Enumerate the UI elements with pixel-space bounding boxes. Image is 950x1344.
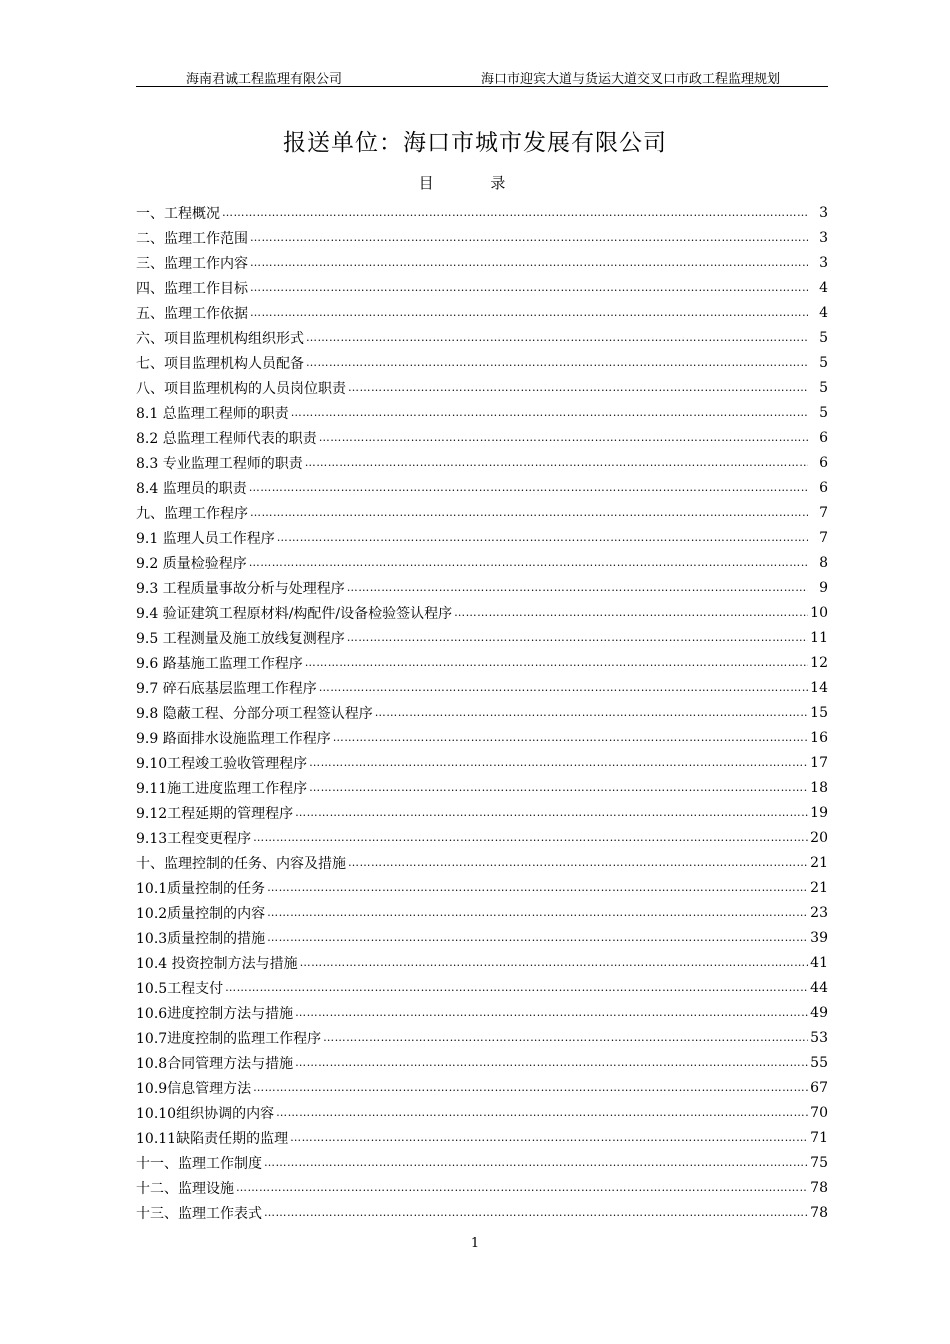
toc-entry-title: 9.12工程延期的管理程序 [136, 805, 294, 822]
toc-entry[interactable] [136, 375, 828, 400]
toc-leader-dots [249, 556, 808, 569]
toc-entry[interactable] [136, 1050, 828, 1075]
toc-entry-page: 3 [819, 229, 828, 246]
toc-entry-page: 8 [819, 554, 828, 571]
toc-entry-title: 10.4 投资控制方法与措施 [136, 955, 298, 972]
toc-entry-title: 八、项目监理机构的人员岗位职责 [136, 380, 346, 397]
toc-leader-dots [264, 1156, 808, 1169]
toc-leader-dots [250, 256, 808, 269]
toc-leader-dots [264, 1206, 808, 1219]
toc-leader-dots [348, 856, 808, 869]
toc-entry-page: 78 [810, 1204, 828, 1221]
toc-entry-page: 23 [810, 904, 828, 921]
toc-leader-dots [300, 956, 808, 969]
toc-entry-title: 10.5工程支付 [136, 980, 224, 997]
toc-entry-title: 七、项目监理机构人员配备 [136, 355, 304, 372]
toc-entry[interactable] [136, 1150, 828, 1175]
toc-entry-page: 5 [819, 354, 828, 371]
toc-entry-page: 39 [810, 929, 828, 946]
toc-entry-page: 12 [810, 654, 828, 671]
toc-entry[interactable] [136, 800, 828, 825]
toc-entry[interactable] [136, 225, 828, 250]
toc-leader-dots [454, 606, 808, 619]
toc-entry-title: 10.9信息管理方法 [136, 1080, 252, 1097]
toc-entry-page: 44 [810, 979, 828, 996]
toc-entry[interactable] [136, 1125, 828, 1150]
toc-leader-dots [267, 931, 808, 944]
toc-leader-dots [323, 1031, 808, 1044]
table-of-contents [136, 200, 828, 1225]
toc-entry[interactable] [136, 600, 828, 625]
toc-entry-title: 四、监理工作目标 [136, 280, 248, 297]
toc-entry[interactable] [136, 1000, 828, 1025]
toc-entry[interactable] [136, 850, 828, 875]
toc-entry-title: 十一、监理工作制度 [136, 1155, 262, 1172]
toc-leader-dots [267, 881, 808, 894]
toc-entry[interactable] [136, 200, 828, 225]
toc-leader-dots [295, 1006, 808, 1019]
toc-entry[interactable] [136, 900, 828, 925]
toc-entry-title: 10.7进度控制的监理工作程序 [136, 1030, 322, 1047]
toc-entry-page: 55 [810, 1054, 828, 1071]
toc-entry[interactable] [136, 700, 828, 725]
toc-leader-dots [222, 206, 808, 219]
toc-leader-dots [253, 1081, 808, 1094]
toc-leader-dots [375, 706, 808, 719]
toc-entry-page: 18 [810, 779, 828, 796]
toc-entry[interactable] [136, 1175, 828, 1200]
toc-entry[interactable] [136, 750, 828, 775]
toc-entry-page: 5 [819, 379, 828, 396]
toc-entry-page: 15 [810, 704, 828, 721]
toc-entry-page: 67 [810, 1079, 828, 1096]
toc-entry-title: 9.11施工进度监理工作程序 [136, 780, 308, 797]
toc-entry-title: 10.3质量控制的措施 [136, 930, 266, 947]
toc-entry-title: 9.9 路面排水设施监理工作程序 [136, 730, 331, 747]
toc-leader-dots [225, 981, 808, 994]
toc-leader-dots [250, 281, 808, 294]
toc-entry-page: 7 [819, 529, 828, 546]
toc-entry-title: 五、监理工作依据 [136, 305, 248, 322]
toc-leader-dots [236, 1181, 808, 1194]
toc-entry[interactable] [136, 425, 828, 450]
toc-entry-page: 78 [810, 1179, 828, 1196]
toc-entry-page: 9 [819, 579, 828, 596]
toc-entry-page: 75 [810, 1154, 828, 1171]
toc-entry[interactable] [136, 250, 828, 275]
toc-leader-dots [348, 381, 808, 394]
header-project: 海口市迎宾大道与货运大道交叉口市政工程监理规划 [480, 72, 780, 87]
toc-entry-page: 4 [819, 304, 828, 321]
toc-entry-page: 6 [819, 429, 828, 446]
toc-leader-dots [250, 306, 808, 319]
toc-entry-title: 10.11缺陷责任期的监理 [136, 1130, 289, 1147]
toc-entry[interactable] [136, 475, 828, 500]
toc-leader-dots [295, 1056, 808, 1069]
toc-entry-title: 9.3 工程质量事故分析与处理程序 [136, 580, 345, 597]
toc-entry-page: 10 [810, 604, 828, 621]
toc-entry-page: 11 [810, 629, 828, 646]
toc-leader-dots [347, 631, 808, 644]
toc-heading: 目 录 [418, 174, 532, 192]
toc-entry[interactable] [136, 275, 828, 300]
toc-leader-dots [291, 406, 808, 419]
toc-entry-title: 九、监理工作程序 [136, 505, 248, 522]
toc-entry-page: 4 [819, 279, 828, 296]
toc-entry[interactable] [136, 500, 828, 525]
toc-leader-dots [333, 731, 808, 744]
toc-entry[interactable] [136, 550, 828, 575]
toc-entry[interactable] [136, 1075, 828, 1100]
toc-entry[interactable] [136, 650, 828, 675]
toc-entry-title: 六、项目监理机构组织形式 [136, 330, 304, 347]
toc-entry-title: 9.7 碎石底基层监理工作程序 [136, 680, 317, 697]
toc-entry-title: 8.1 总监理工程师的职责 [136, 405, 289, 422]
toc-entry-page: 71 [810, 1129, 828, 1146]
toc-leader-dots [319, 431, 808, 444]
toc-entry[interactable] [136, 450, 828, 475]
toc-leader-dots [250, 506, 808, 519]
toc-entry[interactable] [136, 875, 828, 900]
toc-entry[interactable] [136, 775, 828, 800]
toc-entry[interactable] [136, 950, 828, 975]
toc-leader-dots [305, 656, 808, 669]
toc-entry-title: 10.6进度控制方法与措施 [136, 1005, 294, 1022]
toc-entry-page: 49 [810, 1004, 828, 1021]
toc-entry-page: 21 [810, 879, 828, 896]
toc-entry-title: 10.8合同管理方法与措施 [136, 1055, 294, 1072]
toc-entry[interactable] [136, 400, 828, 425]
header-company: 海南君诚工程监理有限公司 [186, 72, 343, 87]
toc-entry-title: 9.5 工程测量及施工放线复测程序 [136, 630, 345, 647]
toc-entry-title: 9.4 验证建筑工程原材料/构配件/设备检验签认程序 [136, 605, 453, 622]
toc-entry-page: 70 [810, 1104, 828, 1121]
toc-entry-page: 6 [819, 479, 828, 496]
toc-entry-title: 9.8 隐蔽工程、分部分项工程签认程序 [136, 705, 373, 722]
toc-entry-title: 8.3 专业监理工程师的职责 [136, 455, 303, 472]
toc-entry-title: 10.2质量控制的内容 [136, 905, 266, 922]
toc-entry-page: 5 [819, 404, 828, 421]
toc-entry[interactable] [136, 1100, 828, 1125]
toc-entry-title: 9.2 质量检验程序 [136, 555, 247, 572]
toc-entry-page: 7 [819, 504, 828, 521]
toc-entry-page: 21 [810, 854, 828, 871]
toc-entry-page: 17 [810, 754, 828, 771]
toc-entry-title: 一、工程概况 [136, 205, 220, 222]
toc-entry-page: 3 [819, 204, 828, 221]
toc-leader-dots [250, 231, 808, 244]
toc-leader-dots [253, 831, 808, 844]
toc-leader-dots [276, 1106, 808, 1119]
toc-entry-title: 三、监理工作内容 [136, 255, 248, 272]
toc-entry[interactable] [136, 525, 828, 550]
toc-entry-page: 14 [810, 679, 828, 696]
toc-entry-page: 19 [810, 804, 828, 821]
toc-leader-dots [347, 581, 808, 594]
page-number: 1 [470, 1236, 480, 1251]
toc-entry[interactable] [136, 675, 828, 700]
toc-entry-page: 53 [810, 1029, 828, 1046]
toc-entry[interactable] [136, 625, 828, 650]
toc-entry[interactable] [136, 575, 828, 600]
toc-entry-page: 41 [810, 954, 828, 971]
toc-leader-dots [277, 531, 808, 544]
toc-entry-title: 9.1 监理人员工作程序 [136, 530, 275, 547]
toc-entry-title: 8.4 监理员的职责 [136, 480, 247, 497]
toc-entry[interactable] [136, 325, 828, 350]
toc-entry-page: 20 [810, 829, 828, 846]
toc-entry-title: 十、监理控制的任务、内容及措施 [136, 855, 346, 872]
toc-leader-dots [319, 681, 808, 694]
toc-leader-dots [309, 756, 808, 769]
toc-leader-dots [305, 456, 808, 469]
toc-entry[interactable] [136, 725, 828, 750]
toc-entry-title: 10.1质量控制的任务 [136, 880, 266, 897]
toc-entry[interactable] [136, 825, 828, 850]
toc-leader-dots [309, 781, 808, 794]
toc-leader-dots [306, 331, 808, 344]
page-header [136, 64, 828, 87]
toc-entry[interactable] [136, 925, 828, 950]
toc-entry-title: 二、监理工作范围 [136, 230, 248, 247]
toc-leader-dots [306, 356, 808, 369]
toc-entry-title: 10.10组织协调的内容 [136, 1105, 275, 1122]
toc-entry-title: 9.6 路基施工监理工作程序 [136, 655, 303, 672]
toc-entry[interactable] [136, 350, 828, 375]
toc-entry-title: 9.10工程竣工验收管理程序 [136, 755, 308, 772]
toc-entry-title: 9.13工程变更程序 [136, 830, 252, 847]
document-title: 报送单位：海口市城市发展有限公司 [283, 130, 667, 156]
toc-leader-dots [290, 1131, 808, 1144]
toc-entry[interactable] [136, 1200, 828, 1225]
toc-entry[interactable] [136, 300, 828, 325]
toc-entry-title: 十二、监理设施 [136, 1180, 234, 1197]
toc-entry[interactable] [136, 975, 828, 1000]
toc-leader-dots [249, 481, 808, 494]
toc-entry-title: 十三、监理工作表式 [136, 1205, 262, 1222]
toc-leader-dots [267, 906, 808, 919]
toc-entry[interactable] [136, 1025, 828, 1050]
toc-leader-dots [295, 806, 808, 819]
toc-entry-title: 8.2 总监理工程师代表的职责 [136, 430, 317, 447]
toc-entry-page: 3 [819, 254, 828, 271]
toc-entry-page: 16 [810, 729, 828, 746]
toc-entry-page: 6 [819, 454, 828, 471]
toc-entry-page: 5 [819, 329, 828, 346]
